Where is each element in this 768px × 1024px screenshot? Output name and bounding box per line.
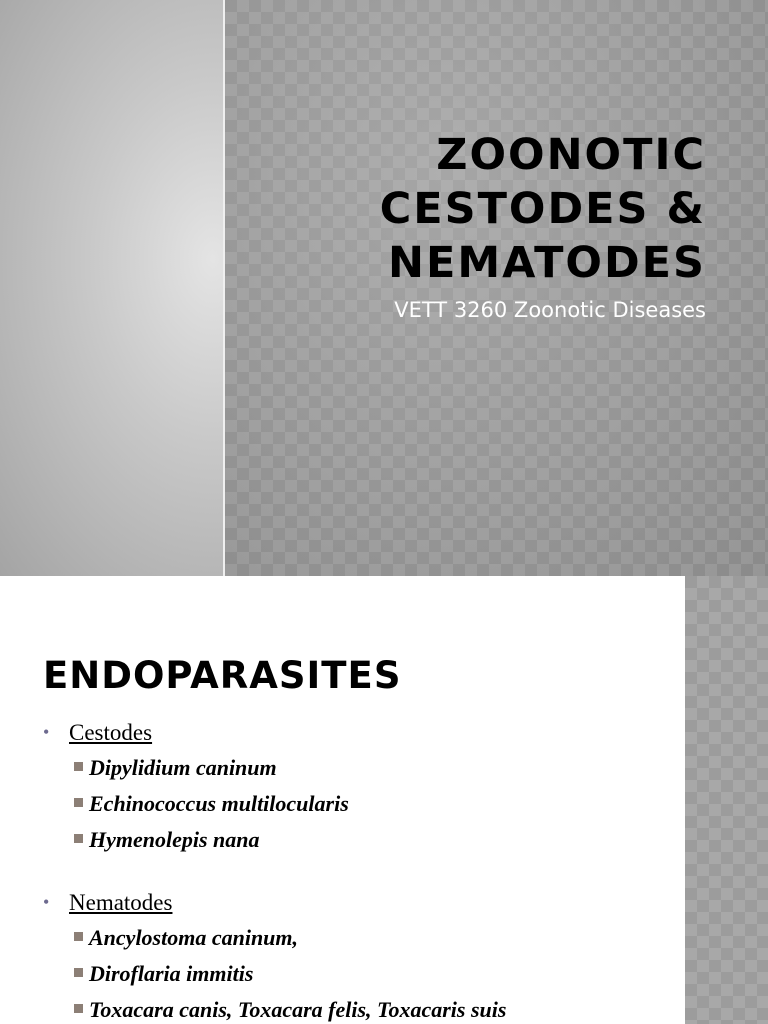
square-bullet-icon: [74, 798, 83, 807]
bullet-label: Cestodes: [69, 720, 153, 745]
species-name: Diroflaria immitis: [89, 961, 254, 986]
sub-bullet: [43, 790, 673, 826]
slide-heading: ENDOPARASITES: [43, 654, 402, 697]
species-name: Hymenolepis nana: [89, 827, 260, 852]
species-name: Echinococcus multilocularis: [89, 791, 349, 816]
sub-bullet: [43, 826, 673, 862]
spacer: [43, 862, 673, 888]
bullet-nematodes: [43, 888, 673, 924]
sub-bullet: [43, 996, 673, 1024]
slide-title: ZOONOTIC CESTODES & NEMATODES: [379, 130, 706, 288]
sub-bullet: [43, 924, 673, 960]
square-bullet-icon: [74, 762, 83, 771]
square-bullet-icon: [74, 968, 83, 977]
square-bullet-icon: [74, 1004, 83, 1013]
bullet-cestodes: [43, 718, 673, 754]
slide-patterned-strip: [685, 576, 768, 1024]
slide-left-panel: [0, 0, 224, 576]
species-name: Ancylostoma caninum,: [89, 925, 299, 950]
bullet-dot-icon: •: [43, 892, 50, 912]
square-bullet-icon: [74, 834, 83, 843]
slide-subtitle: VETT 3260 Zoonotic Diseases: [394, 298, 706, 322]
square-bullet-icon: [74, 932, 83, 941]
species-name: Dipylidium caninum: [89, 755, 277, 780]
bullet-label: Nematodes: [69, 890, 173, 915]
bullet-dot-icon: •: [43, 722, 50, 742]
sub-bullet: [43, 754, 673, 790]
species-name: Toxacara canis, Toxacara felis, Toxacaris suis: [89, 997, 507, 1022]
endoparasites-slide: [0, 576, 768, 1024]
bullet-list: [43, 718, 673, 1024]
sub-bullet: [43, 960, 673, 996]
